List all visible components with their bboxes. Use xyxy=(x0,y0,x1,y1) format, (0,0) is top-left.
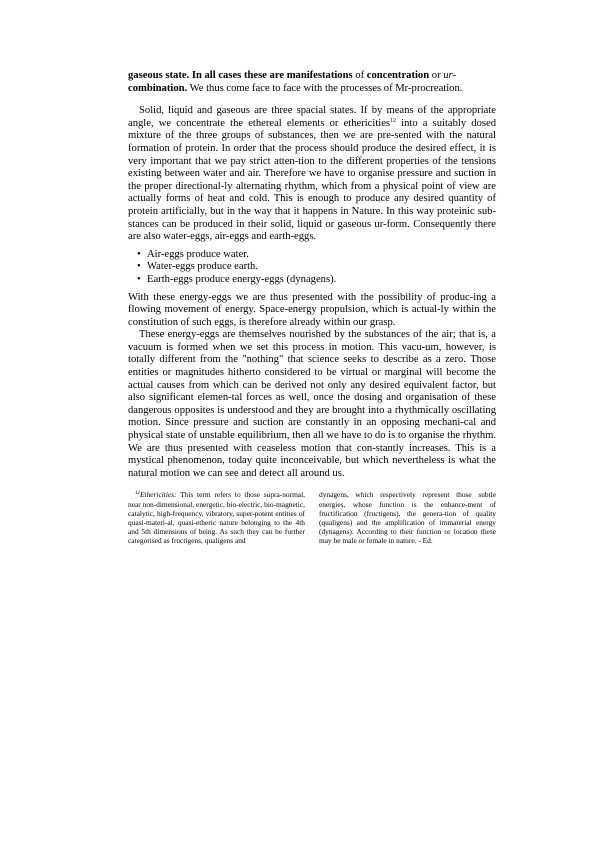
intro-paragraph xyxy=(128,70,496,95)
paragraph-states xyxy=(128,105,496,244)
document-page xyxy=(128,70,496,545)
footnote-block xyxy=(128,490,496,545)
footnote-body-1: This term refers to those supra-normal, near non-dimensional, energetic, bio-electric, bio-magnetic, catalytic, high-frequency, vibratory, super-potent entities of quasi-materi-al, quasi-etheric nature belonging to the 4th and 5th dimensions of being. As such they can be further categorised as fructigens, qualigens and xyxy=(128,490,305,545)
bold-phrase-1: gaseous state. In all cases these are manifestations xyxy=(128,70,353,81)
footnote-text-2: dynagens, which respectively represent those subtle energies, whose function is the enhance-ment of fructification (fructigens), the genera-tion of quality (qualigens) and the amplification of immaterial energy (dynagens). According to their function or location these may be male or female in nature. - Ed. xyxy=(319,490,496,545)
paragraph-vacuum: These energy-eggs are themselves nourished by the substances of the air; that is, a vacuum is formed when we set this process in motion. This vacu-um, however, is totally different from the "nothing" that science seeks to describe as a zero. Those entities or magnitudes hitherto considered to be virtual or marginal will become the actual causes from which can be derived not only any desired equivalent factor, but also significant elemen-tal forces as well, once the dosing and organisation of these dangerous opposites is understood and they are brought into a rhythmically oscillating motion. Since pressure and suction are constantly in an opposing mechani-cal and physical state of unstable equilibrium, then all we have to do is to organise the rhythm. We are thus presented with ceaseless motion that con-stantly increases. This is a mystical phenomenon, today quite inconceivable, but which nevertheless is what the natural motion we can see and detect all around us. xyxy=(128,329,496,479)
intro-rest: We thus come face to face with the processes of Mr-procreation. xyxy=(187,82,463,94)
footnote-term: Ethericities: xyxy=(140,490,177,500)
italic-ur: ur- xyxy=(443,70,456,81)
footnote-column-1 xyxy=(128,490,305,545)
bold-phrase-3: combination. xyxy=(128,82,188,94)
paragraph-states-part1: Solid, liquid and gaseous are three spacial states. If by means of the appropriate angle, we concentrate the ethereal elements or ethericities xyxy=(128,105,496,129)
bold-phrase-2: concentration xyxy=(366,70,430,81)
footnote-mark: 12 xyxy=(135,491,140,497)
list-item: • Water-eggs produce earth. xyxy=(137,261,496,274)
paragraph-energy-eggs: With these energy-eggs we are thus presented with the possibility of produc-ing a flowing movement of energy. Space-energy propulsion, which is actual-ly within the constitution of such eggs, is therefore already within our grasp. xyxy=(128,291,496,328)
footnote-text-1 xyxy=(128,490,305,545)
text-of: of xyxy=(352,70,367,81)
list-item: • Earth-eggs produce energy-eggs (dynagens). xyxy=(137,274,496,287)
paragraph-states-part2: into a suitably dosed mixture of the three groups of substances, then we are pre-sented with the natural formation of protein. In order that the process should produce the desired effect, it is very important that we pay strict atten-tion to the different properties of the tensions existing between water and air. Therefore we have to organise pressure and suction in the proper directional-ly alternating rhythm, which from a physical point of view are actually forms of heat and cold. This is enough to produce any desired quantity of protein artificially, but in the way that it happens in Nature. In this way proteinic sub-stances can be produced in their solid, liquid or gaseous ur-form. Consequently there are also water-eggs, air-eggs and earth-eggs. xyxy=(128,117,496,243)
footnote-column-2 xyxy=(319,490,496,545)
egg-list xyxy=(137,249,496,287)
footnote-reference: 12 xyxy=(390,117,397,124)
text-or: or xyxy=(429,70,444,81)
list-item: • Air-eggs produce water. xyxy=(137,249,496,262)
